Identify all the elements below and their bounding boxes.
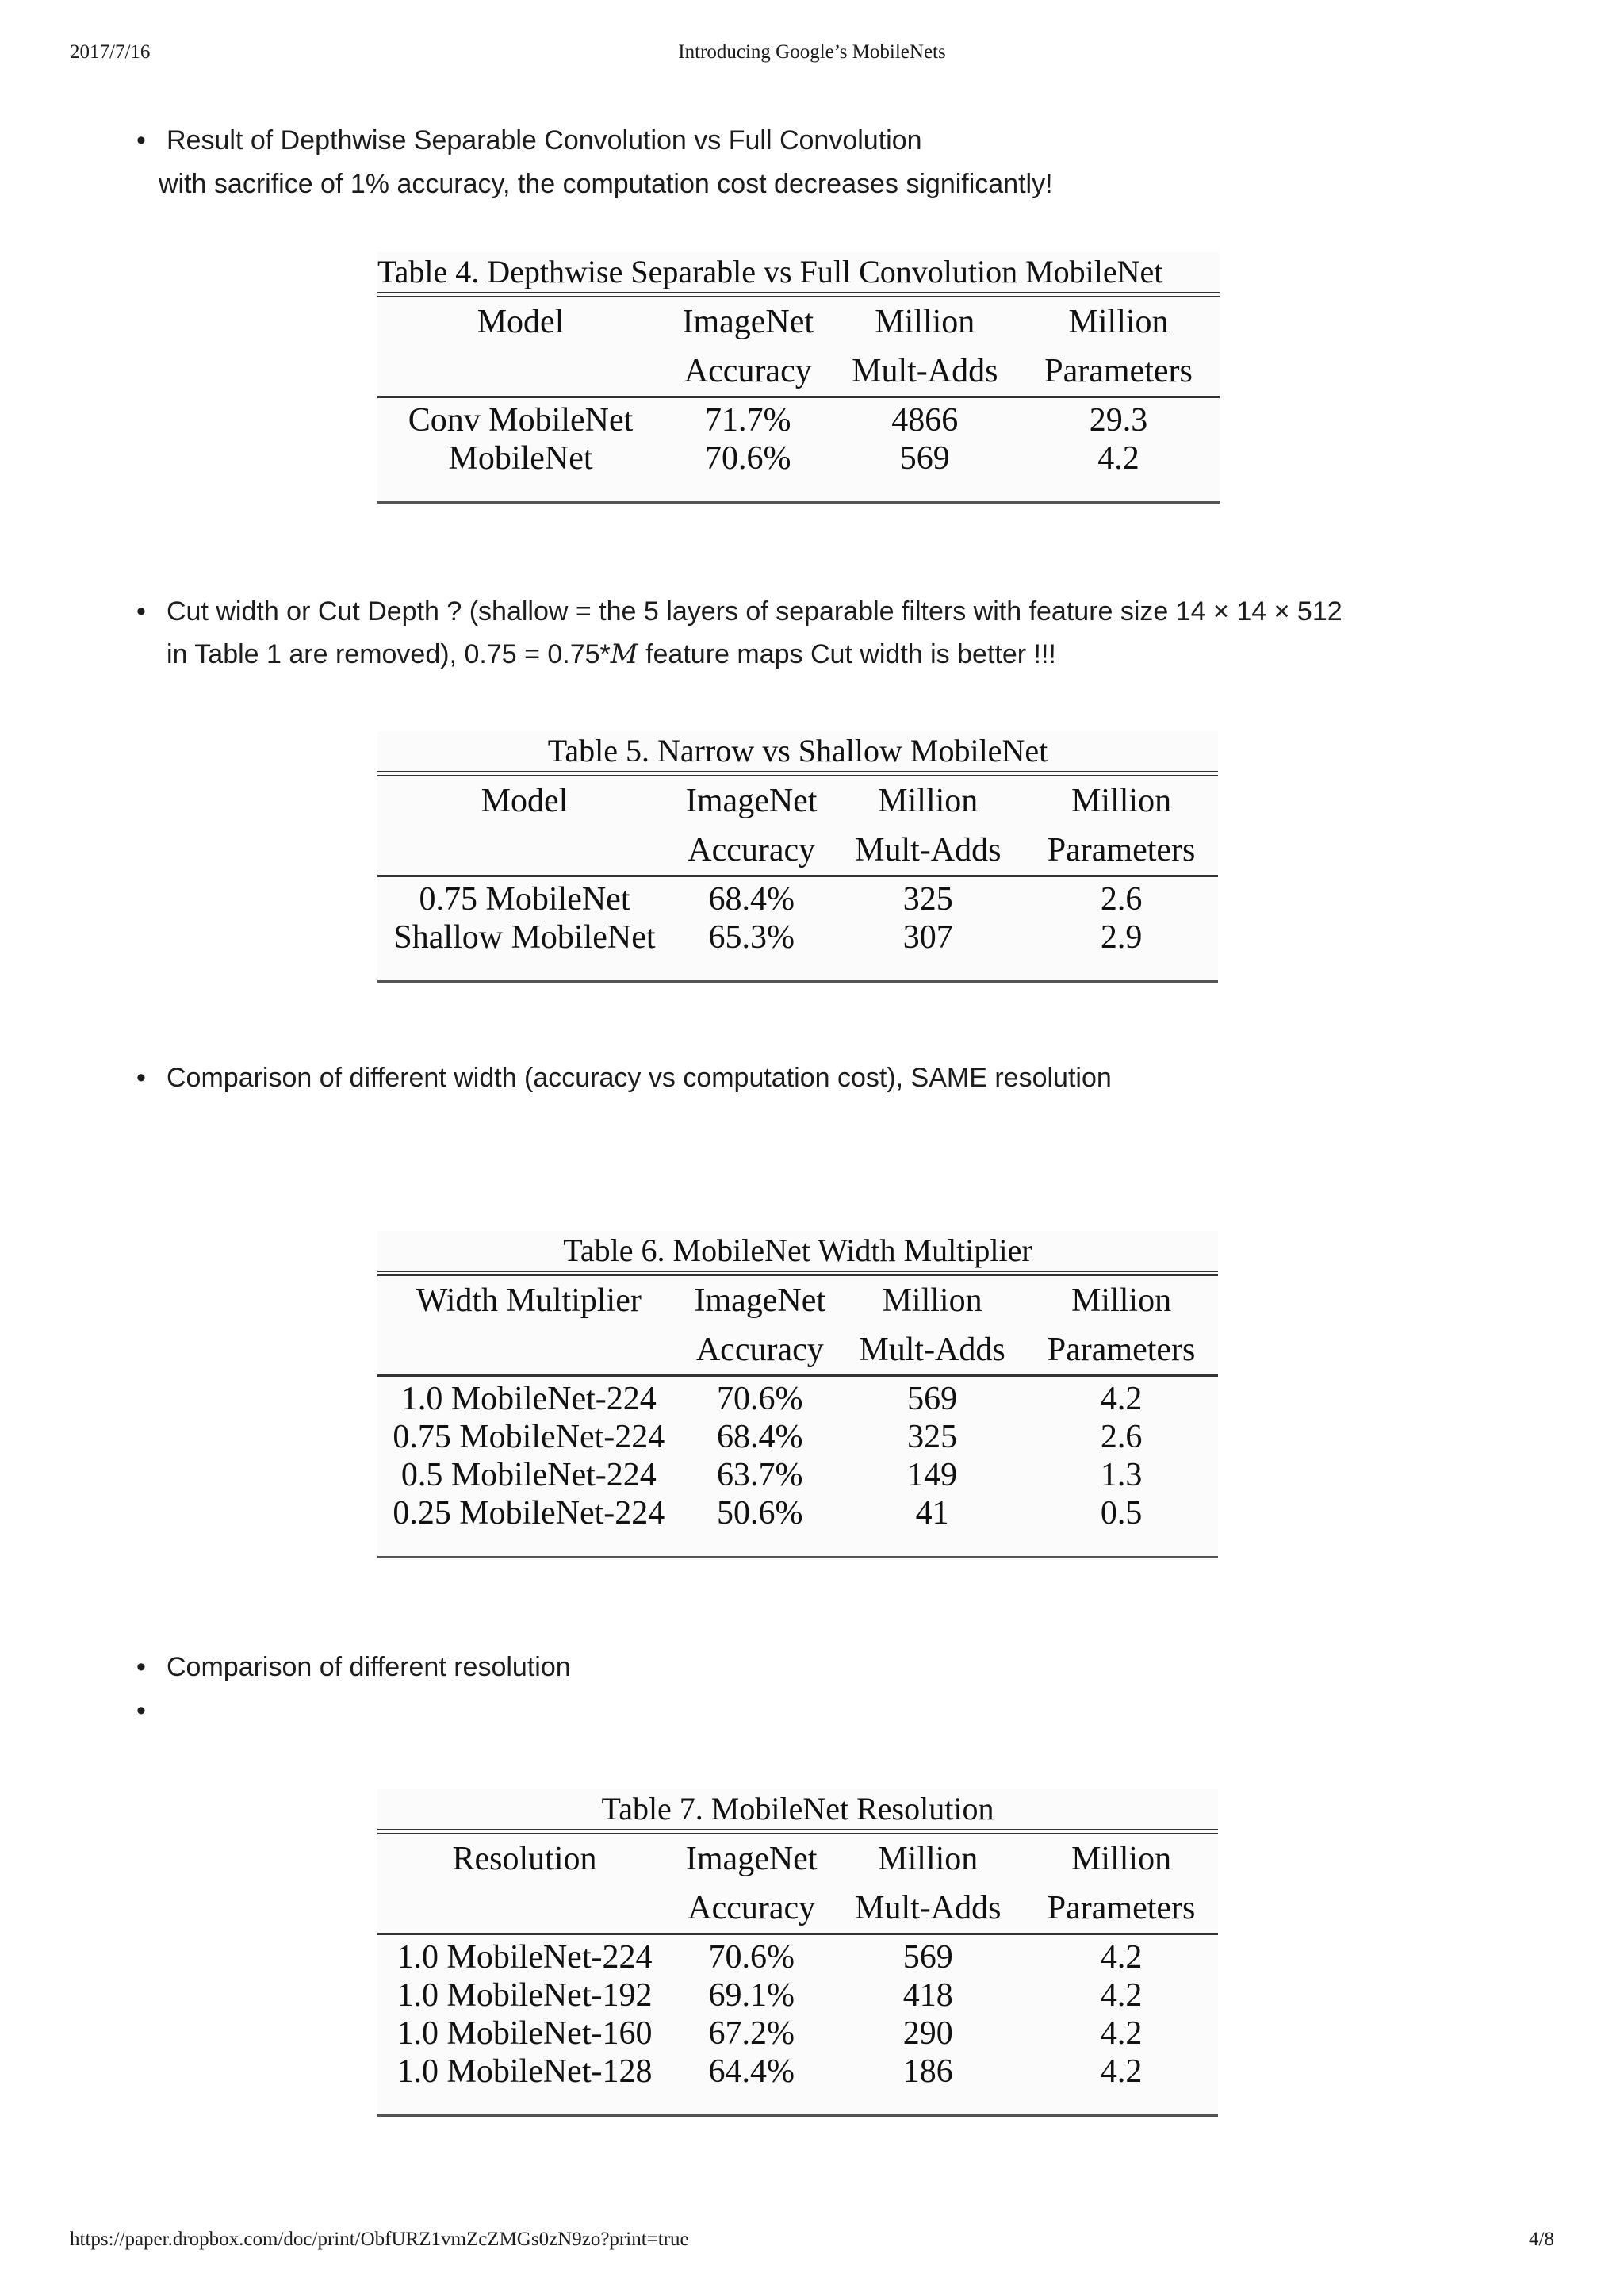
table-row <box>377 1934 1218 1977</box>
results-table <box>377 1829 1218 2117</box>
table-cell: 70.6% <box>708 1939 795 1976</box>
print-url: https://paper.dropbox.com/doc/print/ObfURZ1vmZcZMGs0zN9zo?print=true <box>70 2229 689 2250</box>
table-cell: 569 <box>902 1939 953 1976</box>
table-cell: 0.75 MobileNet-224 <box>393 1419 665 1455</box>
bullet-text-line-2a: in Table 1 are removed), 0.75 = 0.75* <box>167 639 611 669</box>
table-row <box>377 918 1218 982</box>
table-cell: 4.2 <box>1100 1381 1143 1417</box>
column-header: Model <box>377 774 672 826</box>
column-header: Parameters <box>1025 1325 1218 1376</box>
print-title: Introducing Google’s MobileNets <box>678 41 946 63</box>
table-cell: 4.2 <box>1100 1939 1143 1976</box>
table-cell: 1.0 MobileNet-192 <box>396 1977 653 2014</box>
table-4-image <box>377 252 1220 504</box>
column-header <box>377 1325 680 1376</box>
table-cell: 4866 <box>891 402 959 439</box>
table-cell: 68.4% <box>708 881 795 918</box>
column-header: Accuracy <box>664 347 832 397</box>
table-cell: 50.6% <box>680 1494 840 1558</box>
column-header: Accuracy <box>672 826 831 876</box>
table-row <box>377 397 1220 440</box>
table-cell: MobileNet <box>377 439 664 503</box>
table-row <box>377 1456 1218 1494</box>
table-cell: 0.75 MobileNet <box>419 881 630 918</box>
column-header: Parameters <box>1025 826 1218 876</box>
bullet-text-line-1: Cut width or Cut Depth ? (shallow = the 5 layers of separable filters with feature size 14 × 14 × 512 <box>167 596 1342 627</box>
column-header: Million <box>1025 1832 1218 1884</box>
table-cell: 4.2 <box>1100 2015 1143 2052</box>
table-cell: 1.0 MobileNet-160 <box>396 2015 653 2052</box>
table-cell: 418 <box>902 1977 953 2014</box>
table-cell: 569 <box>907 1381 958 1417</box>
table-row <box>377 1976 1218 2014</box>
table-row <box>377 1376 1218 1419</box>
table-7-image <box>377 1789 1218 2117</box>
table-cell: 186 <box>831 2053 1025 2116</box>
column-header: Mult-Adds <box>832 347 1017 397</box>
table-row <box>377 1494 1218 1558</box>
table-cell: 325 <box>907 1419 958 1455</box>
results-table <box>377 1271 1218 1558</box>
table-cell: 63.7% <box>717 1457 803 1493</box>
column-header: Mult-Adds <box>831 1884 1025 1934</box>
table-cell: 70.6% <box>717 1381 803 1417</box>
column-header: ImageNet <box>664 295 832 347</box>
column-header: ImageNet <box>672 1832 831 1884</box>
column-header <box>377 347 664 397</box>
column-header: Million <box>840 1274 1025 1326</box>
column-header: Accuracy <box>672 1884 831 1934</box>
table-cell: 569 <box>832 439 1017 503</box>
column-header: ImageNet <box>680 1274 840 1326</box>
column-header: Million <box>831 1832 1025 1884</box>
table-cell: 67.2% <box>708 2015 795 2052</box>
column-header: Mult-Adds <box>831 826 1025 876</box>
column-header: Million <box>831 774 1025 826</box>
bullet-cut-width-or-depth <box>167 590 1467 676</box>
column-header: ImageNet <box>672 774 831 826</box>
column-header: Million <box>1025 774 1218 826</box>
table-cell: 290 <box>902 2015 953 2052</box>
table-cell: 1.0 MobileNet-224 <box>400 1381 657 1417</box>
results-table <box>377 292 1220 504</box>
column-header: Parameters <box>1017 347 1220 397</box>
column-header: Accuracy <box>680 1325 840 1376</box>
table-6-image <box>377 1231 1218 1558</box>
column-header <box>377 1884 672 1934</box>
table-cell: 41 <box>840 1494 1025 1558</box>
table-cell: 1.0 MobileNet-224 <box>396 1939 653 1976</box>
bullet-depthwise-vs-full: • Result of Depthwise Separable Convolution vs Full Convolution <box>167 119 922 162</box>
bullet-text-line-2b: feature maps Cut width is better !!! <box>638 639 1056 669</box>
table-cell: 2.6 <box>1100 1419 1143 1455</box>
page-number: 4/8 <box>1529 2229 1554 2250</box>
table-cell: 69.1% <box>708 1977 795 2014</box>
table-cell: 65.3% <box>672 918 831 982</box>
table-cell: 1.0 MobileNet-128 <box>377 2053 672 2116</box>
note-accuracy-sacrifice: with sacrifice of 1% accuracy, the computation cost decreases significantly! <box>159 169 1053 199</box>
table-cell: 325 <box>902 881 953 918</box>
table-cell: 307 <box>831 918 1025 982</box>
print-date: 2017/7/16 <box>70 41 151 63</box>
column-header: Million <box>1025 1274 1218 1326</box>
table-cell: 149 <box>907 1457 958 1493</box>
table-cell: 4.2 <box>1017 439 1220 503</box>
table-caption: Table 6. MobileNet Width Multiplier <box>563 1232 1032 1268</box>
column-header: Mult-Adds <box>840 1325 1025 1376</box>
table-row <box>377 2014 1218 2053</box>
table-row <box>377 1418 1218 1456</box>
column-header: Million <box>832 295 1017 347</box>
column-header: Million <box>1017 295 1220 347</box>
column-header: Model <box>377 295 664 347</box>
table-cell: 0.25 MobileNet-224 <box>377 1494 680 1558</box>
table-cell: 29.3 <box>1089 402 1148 439</box>
table-caption: Table 5. Narrow vs Shallow MobileNet <box>547 733 1048 769</box>
table-cell: 2.9 <box>1025 918 1218 982</box>
column-header: Parameters <box>1025 1884 1218 1934</box>
table-cell: 0.5 <box>1025 1494 1218 1558</box>
table-caption: Table 4. Depthwise Separable vs Full Convolution MobileNet <box>377 254 1163 289</box>
table-row <box>377 439 1220 503</box>
table-cell: Conv MobileNet <box>408 402 634 439</box>
math-symbol: M <box>610 638 638 670</box>
table-caption: Table 7. MobileNet Resolution <box>601 1791 994 1826</box>
column-header: Width Multiplier <box>377 1274 680 1326</box>
table-row <box>377 2053 1218 2116</box>
table-cell: 4.2 <box>1100 1977 1143 2014</box>
table-cell: 0.5 MobileNet-224 <box>400 1457 657 1493</box>
table-cell: 1.3 <box>1100 1457 1143 1493</box>
table-cell: 2.6 <box>1100 881 1143 918</box>
table-cell: Shallow MobileNet <box>377 918 672 982</box>
table-cell: 70.6% <box>664 439 832 503</box>
bullet-width-comparison: • Comparison of different width (accuracy vs computation cost), SAME resolution <box>167 1056 1112 1099</box>
table-cell: 64.4% <box>672 2053 831 2116</box>
column-header <box>377 826 672 876</box>
column-header: Resolution <box>377 1832 672 1884</box>
table-cell: 68.4% <box>717 1419 803 1455</box>
bullet-resolution-comparison: • Comparison of different resolution <box>167 1646 571 1688</box>
results-table <box>377 771 1218 983</box>
table-row <box>377 876 1218 919</box>
table-5-image <box>377 731 1218 983</box>
table-cell: 4.2 <box>1025 2053 1218 2116</box>
table-cell: 71.7% <box>705 402 791 439</box>
